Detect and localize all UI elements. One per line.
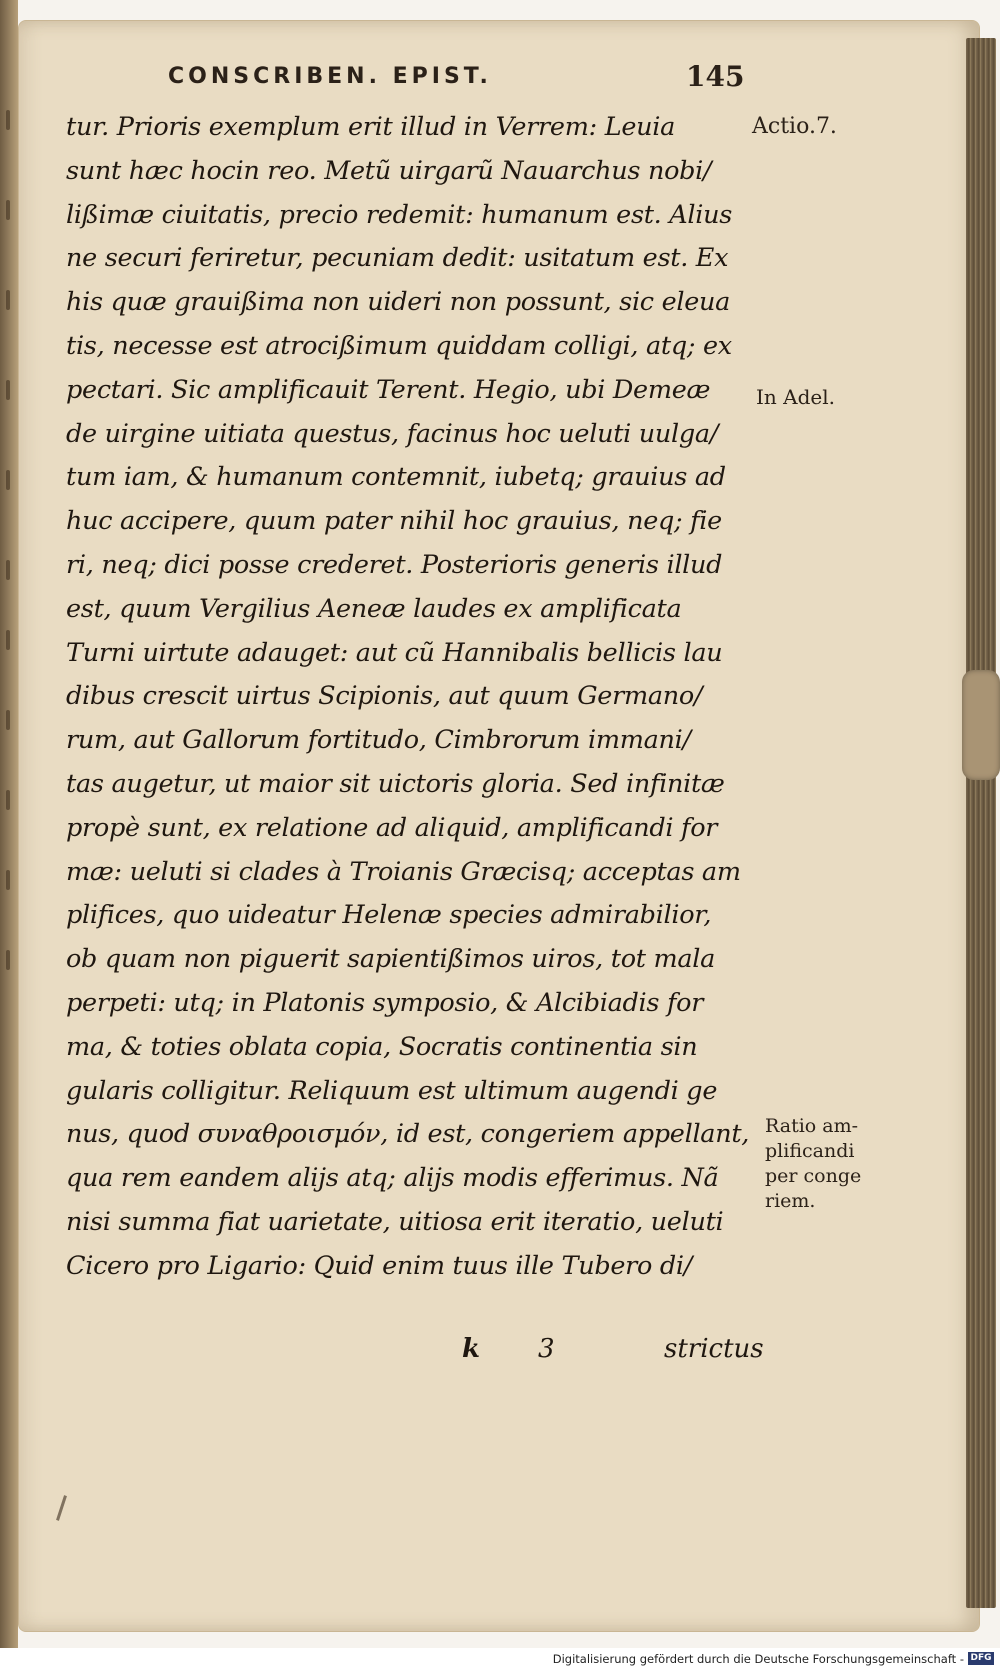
signature-number: 3 [538, 1334, 555, 1364]
signature-mark: k [462, 1334, 481, 1364]
text-line: tur. Prioris exemplum erit illud in Verrem: Leuia [66, 112, 676, 142]
binding-clip [962, 670, 1000, 780]
text-line: his quæ grauißima non uideri non possunt, sic eleua [66, 287, 731, 318]
page-edges [966, 38, 996, 1608]
text-line: qua rem eandem alijs atq; alijs modis efferimus. Nã [66, 1163, 719, 1194]
page-number: 145 [686, 60, 745, 93]
text-line: nisi summa fiat uarietate, uitiosa erit iteratio, ueluti [66, 1206, 724, 1237]
text-line: rum, aut Gallorum fortitudo, Cimbrorum immani/ [66, 725, 691, 756]
text-line: ob quam non piguerit sapientißimos uiros, tot mala [66, 944, 716, 975]
text-line: propè sunt, ex relatione ad aliquid, amplificandi for [66, 812, 718, 843]
footer-bar [0, 1648, 1000, 1670]
text-line: lißimæ ciuitatis, precio redemit: humanum est. Alius [66, 199, 733, 230]
text-line: Cicero pro Ligario: Quid enim tuus ille Tubero di/ [66, 1250, 693, 1281]
dfg-logo-icon: DFG [968, 1652, 994, 1665]
catchword: strictus [664, 1334, 764, 1364]
text-line: nus, quod συναθροισμόν, id est, congeriem appellant, [66, 1119, 750, 1150]
text-line: huc accipere, quum pater nihil hoc grauius, neq; fie [66, 506, 722, 537]
margin-note-adel: In Adel. [756, 385, 835, 409]
text-line: gularis colligitur. Reliquum est ultimum augendi ge [66, 1075, 718, 1106]
margin-note-actio: Actio.7. [752, 114, 837, 139]
margin-note-line: Ratio am- [765, 1115, 859, 1137]
funding-credit: Digitalisierung gefördert durch die Deutsche Forschungsgemeinschaft - [552, 1652, 964, 1666]
text-line: mæ: ueluti si clades à Troianis Græcisq; acceptas am [66, 856, 741, 887]
text-line: dibus crescit uirtus Scipionis, aut quum Germano/ [66, 681, 703, 712]
text-line: de uirgine uitiata questus, facinus hoc ueluti uulga/ [66, 418, 719, 449]
text-line: ma, & toties oblata copia, Socratis continentia sin [66, 1031, 698, 1062]
text-line: ri, neq; dici posse crederet. Posterioris generis illud [66, 549, 723, 580]
text-line: Turni uirtute adauget: aut cũ Hannibalis bellicis lau [66, 637, 723, 668]
margin-note-line: per conge [765, 1165, 862, 1187]
text-line: pectari. Sic amplificauit Terent. Hegio, ubi Demeæ [66, 374, 711, 405]
margin-note-line: riem. [765, 1190, 816, 1212]
text-line: tas augetur, ut maior sit uictoris gloria. Sed infinitæ [66, 768, 725, 799]
text-line: ne securi feriretur, pecuniam dedit: usitatum est. Ex [66, 243, 729, 274]
text-line: sunt hæc hocin reo. Metũ uirgarũ Nauarchus nobi/ [66, 155, 712, 186]
running-head: CONSCRIBEN. EPIST. [168, 64, 492, 89]
body-text [66, 106, 756, 1289]
text-line: plifices, quo uideatur Helenæ species admirabilior, [66, 900, 712, 931]
text-line: est, quum Vergilius Aeneæ laudes ex amplificata [66, 593, 682, 624]
text-line: tis, necesse est atrocißimum quiddam colligi, atq; ex [66, 330, 732, 361]
text-line: tum iam, & humanum contemnit, iubetq; grauius ad [66, 462, 726, 493]
gutter-marks [4, 110, 18, 1010]
text-line: perpeti: utq; in Platonis symposio, & Alcibiadis for [66, 987, 704, 1018]
margin-note-ratio [765, 1114, 861, 1214]
margin-note-line: plificandi [765, 1140, 855, 1162]
